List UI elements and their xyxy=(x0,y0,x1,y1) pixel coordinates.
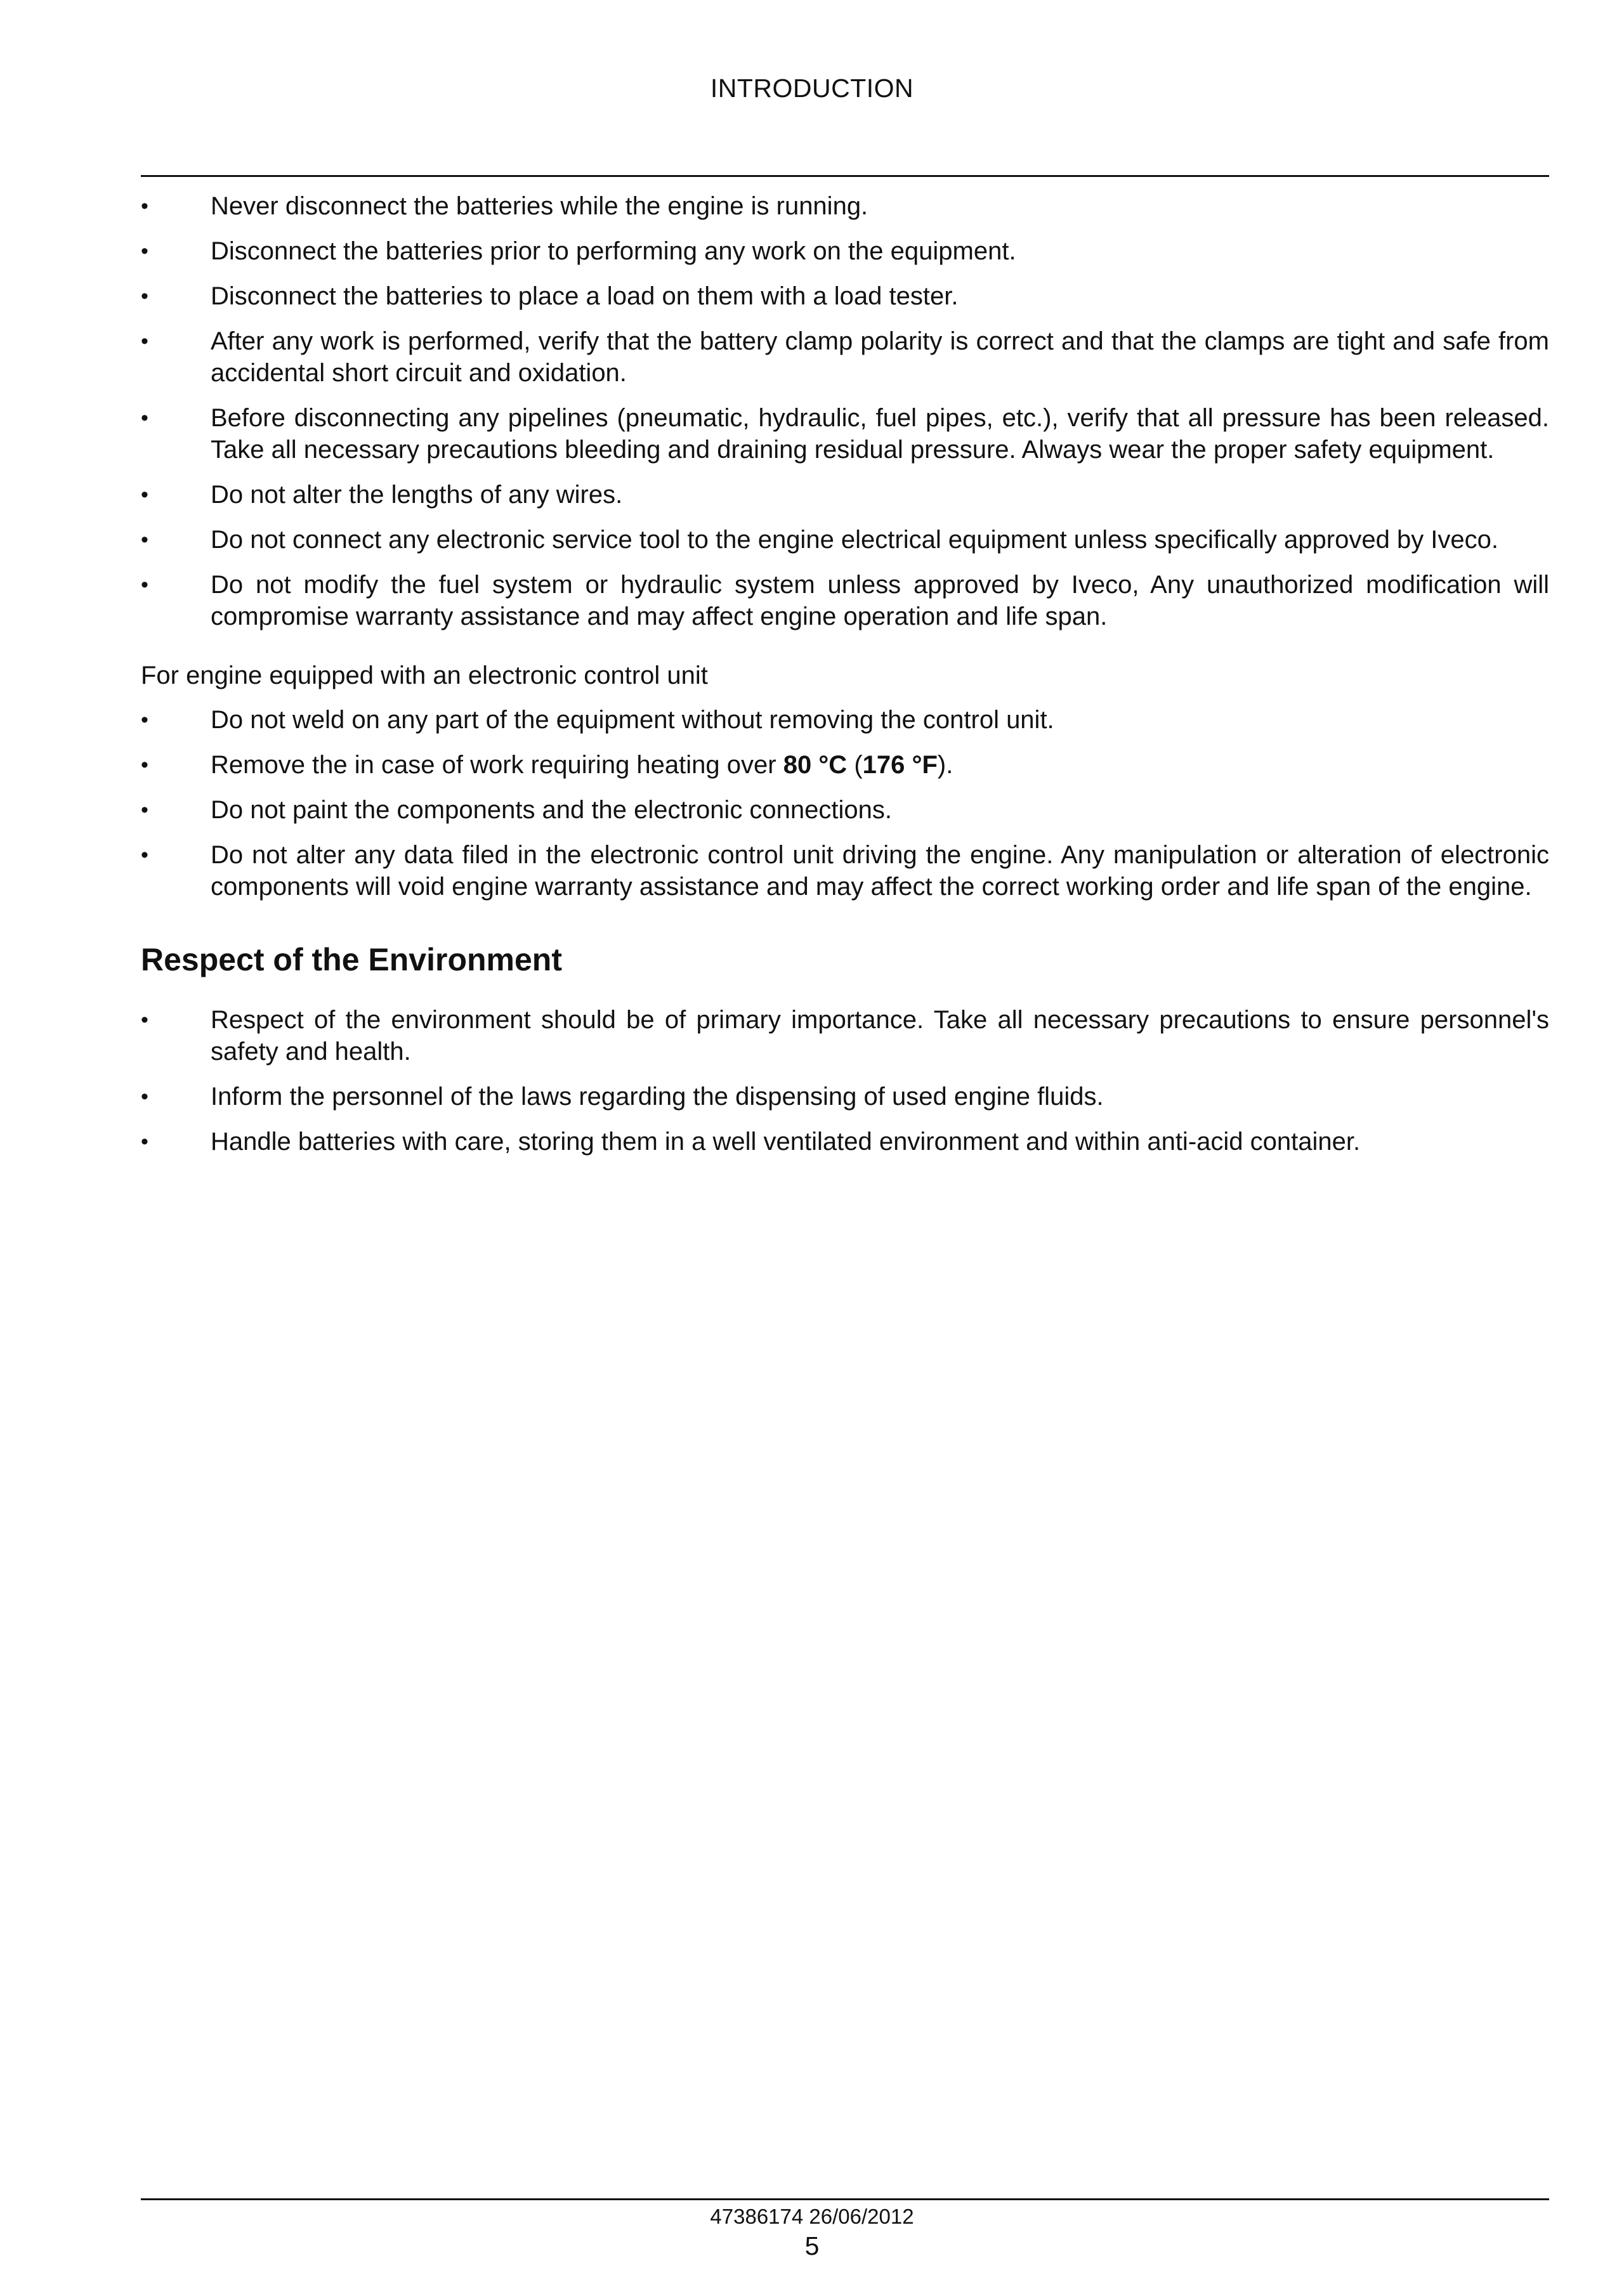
list-item xyxy=(141,479,1549,511)
temperature-celsius: 80 °C xyxy=(783,751,848,779)
list-item xyxy=(141,569,1549,632)
list-item-text: Inform the personnel of the laws regarding the dispensing of used engine fluids. xyxy=(211,1083,1104,1111)
list-item xyxy=(141,704,1549,736)
bullet-icon: • xyxy=(141,194,148,218)
bullet-icon: • xyxy=(141,798,148,822)
text-run: ). xyxy=(937,751,953,779)
text-run: Remove the in case of work requiring heating over xyxy=(211,751,783,779)
ecu-precautions-list xyxy=(141,704,1549,903)
list-item xyxy=(141,190,1549,222)
document-reference: 47386174 26/06/2012 xyxy=(710,2205,914,2228)
general-precautions-list xyxy=(141,190,1549,632)
list-item-text xyxy=(211,751,953,779)
bullet-icon: • xyxy=(141,573,148,597)
bullet-icon: • xyxy=(141,528,148,552)
list-item xyxy=(141,325,1549,389)
bullet-icon: • xyxy=(141,753,148,777)
list-item-text: Do not connect any electronic service tool to the engine electrical equipment unless specifically approved by Iveco. xyxy=(211,526,1499,554)
list-item xyxy=(141,1081,1549,1112)
list-item-text: Handle batteries with care, storing them in a well ventilated environment and within anti-acid container. xyxy=(211,1128,1361,1156)
bullet-icon: • xyxy=(141,843,148,867)
list-item-text: Disconnect the batteries prior to performing any work on the equipment. xyxy=(211,237,1016,265)
page-content xyxy=(141,190,1549,1171)
bullet-icon: • xyxy=(141,406,148,430)
text-run: ( xyxy=(847,751,863,779)
list-item xyxy=(141,524,1549,556)
list-item-text: Do not alter any data filed in the electronic control unit driving the engine. Any manipulation or alteration of electronic components will void engine warranty assistance and may affect the correct working order and life span of the engine. xyxy=(211,841,1549,901)
running-header: INTRODUCTION xyxy=(710,74,914,103)
bullet-icon: • xyxy=(141,708,148,732)
list-item xyxy=(141,280,1549,312)
bullet-icon: • xyxy=(141,329,148,353)
bullet-icon: • xyxy=(141,1130,148,1154)
list-item-text: Do not modify the fuel system or hydraulic system unless approved by Iveco, Any unauthorized modification will compromise warranty assistance and may affect engine operation and life span. xyxy=(211,571,1549,630)
bullet-icon: • xyxy=(141,284,148,308)
ecu-intro-paragraph: For engine equipped with an electronic control unit xyxy=(141,662,708,689)
list-item xyxy=(141,1126,1549,1158)
list-item-text: Never disconnect the batteries while the engine is running. xyxy=(211,192,868,220)
list-item-text: Disconnect the batteries to place a load on them with a load tester. xyxy=(211,282,959,310)
list-item-text: Do not alter the lengths of any wires. xyxy=(211,481,623,509)
bullet-icon: • xyxy=(141,483,148,507)
temperature-fahrenheit: 176 °F xyxy=(862,751,938,779)
list-item xyxy=(141,839,1549,903)
footer-rule xyxy=(141,2198,1549,2200)
page-number: 5 xyxy=(804,2231,820,2260)
list-item xyxy=(141,235,1549,267)
bullet-icon: • xyxy=(141,239,148,263)
bullet-icon: • xyxy=(141,1085,148,1109)
list-item-text: Do not weld on any part of the equipment without removing the control unit. xyxy=(211,706,1054,734)
bullet-icon: • xyxy=(141,1008,148,1032)
list-item xyxy=(141,794,1549,826)
list-item-text: Respect of the environment should be of primary importance. Take all necessary precautions to ensure personnel's safety and health. xyxy=(211,1006,1549,1066)
list-item-text: Before disconnecting any pipelines (pneumatic, hydraulic, fuel pipes, etc.), verify that all pressure has been released. Take all necessary precautions bleeding and draining residual pressure. Always wear the proper safety equipment. xyxy=(211,404,1549,464)
list-item xyxy=(141,402,1549,466)
list-item xyxy=(141,1004,1549,1067)
list-item-text: Do not paint the components and the electronic connections. xyxy=(211,796,893,824)
section-heading-environment: Respect of the Environment xyxy=(141,942,562,977)
list-item-text: After any work is performed, verify that the battery clamp polarity is correct and that the clamps are tight and safe from accidental short circuit and oxidation. xyxy=(211,327,1549,387)
list-item xyxy=(141,749,1549,781)
environment-list xyxy=(141,1004,1549,1158)
header-rule xyxy=(141,175,1549,177)
